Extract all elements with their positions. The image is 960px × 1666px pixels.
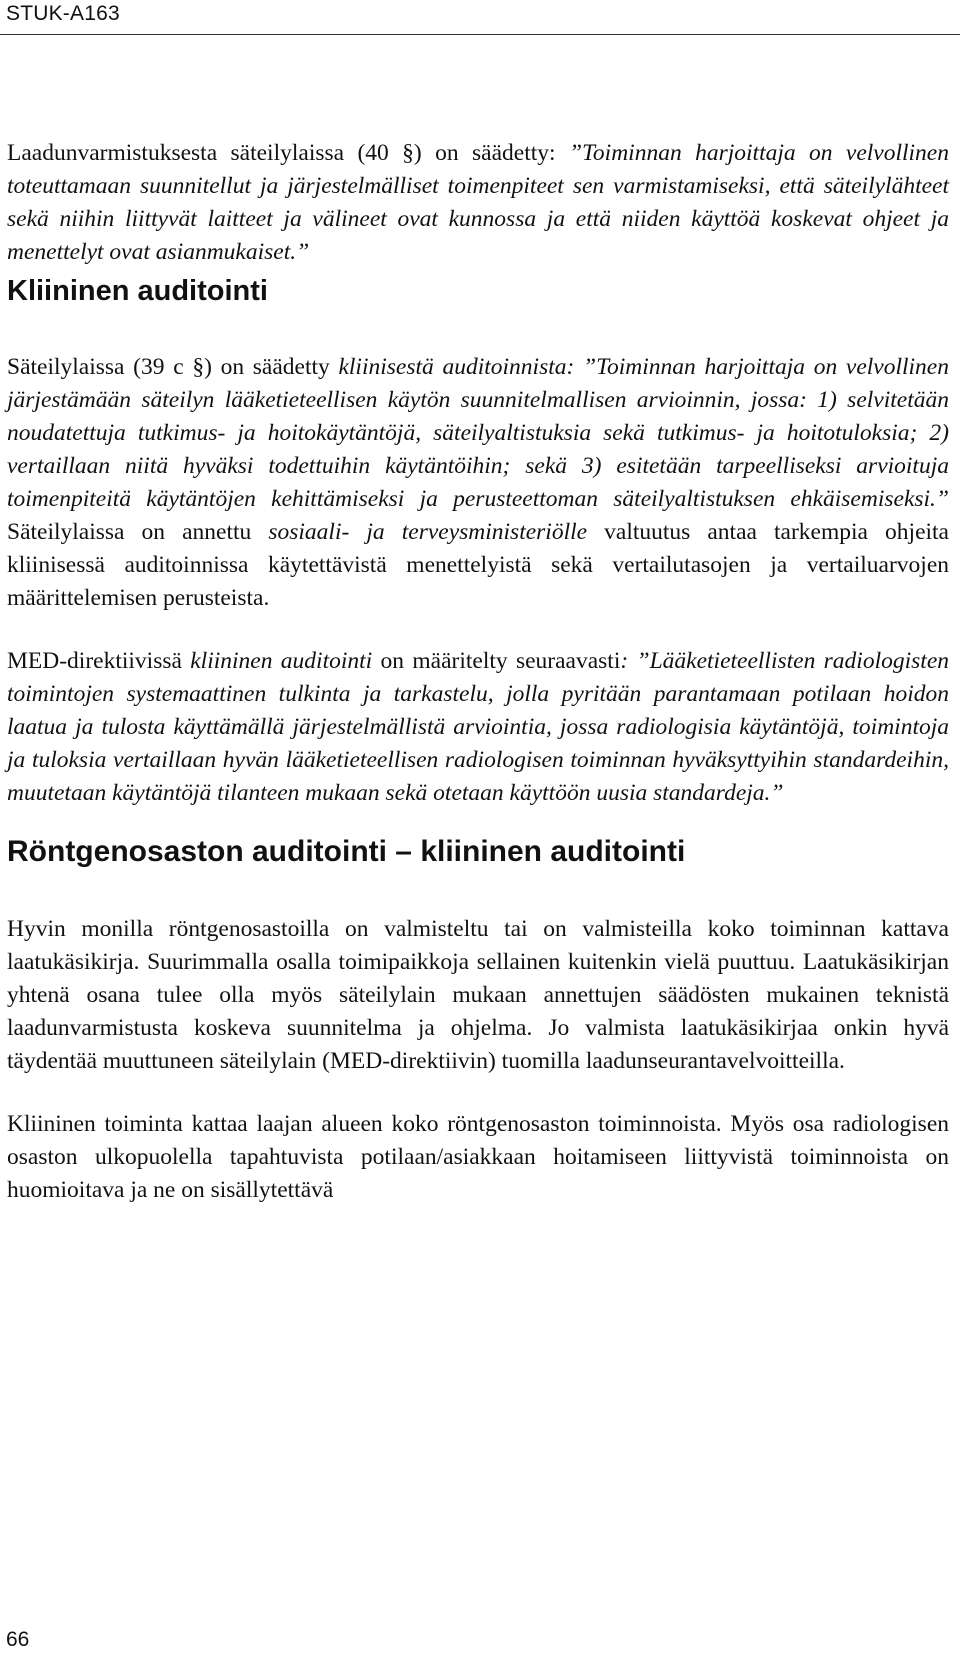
quoted-definition: : ”Lääketieteellisten radiologisten toimintojen systemaattinen tulkinta ja tarkastelu, jolla pyritään parantamaan potilaan hoidon laatua ja tulosta käyttämällä järjestelmällistä arviointia, jossa radiologisia käytäntöjä, toimintoja ja tuloksia vertaillaan hyvän lääketieteellisen radiologisen toiminnan hyväksyttyihin standardeihin, muutetaan käytäntöjä tilanteen mukaan sekä otetaan käyttöön uusia standardeja.” (7, 648, 949, 806)
page-number: 66 (6, 1628, 30, 1651)
paragraph-clinical-audit-law (7, 351, 949, 615)
paragraph-med-directive (7, 645, 949, 810)
paragraph-quality-assurance (7, 137, 949, 269)
section-heading-xray-audit: Röntgenosaston auditointi – kliininen auditointi (7, 835, 686, 868)
paragraph-text: Säteilylaissa on annettu (7, 519, 269, 545)
section-heading-clinical-audit: Kliininen auditointi (7, 275, 268, 307)
document-id: STUK-A163 (6, 2, 120, 25)
paragraph-text: Laadunvarmistuksesta säteilylaissa (40 §) on säädetty: (7, 140, 569, 166)
paragraph-text: MED-direktiivissä (7, 648, 191, 674)
paragraph-quality-manual: Hyvin monilla röntgenosastoilla on valmisteltu tai on valmisteilla koko toiminnan kattava laatukäsikirja. Suurimmalla osalla toimipaikkoja sellainen kuitenkin vielä puuttuu. Laatukäsikirjan yhtenä osana tulee olla myös säteilylain mukaan annettujen säädösten mukainen teknistä laadunvarmistusta koskeva suunnitelma ja ohjelma. Jo valmista laatukäsikirjaa onkin hyvä täydentää muuttuneen säteilylain (MED-direktiivin) tuomilla laadunseurantavelvoitteilla. (7, 916, 949, 1074)
quoted-law-text: ”Toiminnan harjoittaja on velvollinen toteuttamaan suunnitellut ja järjestelmälliset toimenpiteet sen varmistamiseksi, että säteilylähteet sekä niihin liittyvät laitteet ja välineet ovat kunnossa ja että niiden käyttöä koskevat ohjeet ja menettelyt ovat asianmukaiset.” (7, 140, 949, 265)
paragraph-text: Säteilylaissa (39 c §) on säädetty (7, 354, 339, 380)
quoted-law-text: kliinisestä auditoinnista: ”Toiminnan harjoittaja on velvollinen järjestämään säteilyn lääketieteellisen käytön suunnitelmallisen arvioinnin, jossa: 1) selvitetään noudatettuja tutkimus- ja hoitokäytäntöjä, säteilyaltistuksia sekä tutkimus- ja hoitotuloksia; 2) vertaillaan niitä hyväksi todettuihin käytäntöihin; sekä 3) esitetään tarpeelliseksi arvioituja toimenpiteitä käytäntöjen kehittämiseksi ja perusteettoman säteilyaltistuksen ehkäisemiseksi.” (7, 354, 949, 512)
paragraph-text: on määritelty seuraavasti (372, 648, 621, 674)
header-divider (0, 34, 960, 35)
page-body (7, 137, 949, 1207)
defined-term: kliininen auditointi (190, 648, 373, 674)
paragraph-text: valtuutus antaa tarkempia ohjeita kliinisessä auditoinnissa käytettävistä menettelyistä sekä vertailutasojen ja vertailuarvojen määrittelemisen perusteista. (7, 519, 949, 611)
ministry-name: sosiaali- ja terveysministeriölle (268, 519, 588, 545)
paragraph-clinical-activity: Kliininen toiminta kattaa laajan alueen koko röntgenosaston toiminnoista. Myös osa radiologisen osaston ulkopuolella tapahtuvista potilaan/asiakkaan hoitamiseen liittyvistä toiminnoista on huomioitava ja ne on sisällytettävä (7, 1111, 949, 1203)
